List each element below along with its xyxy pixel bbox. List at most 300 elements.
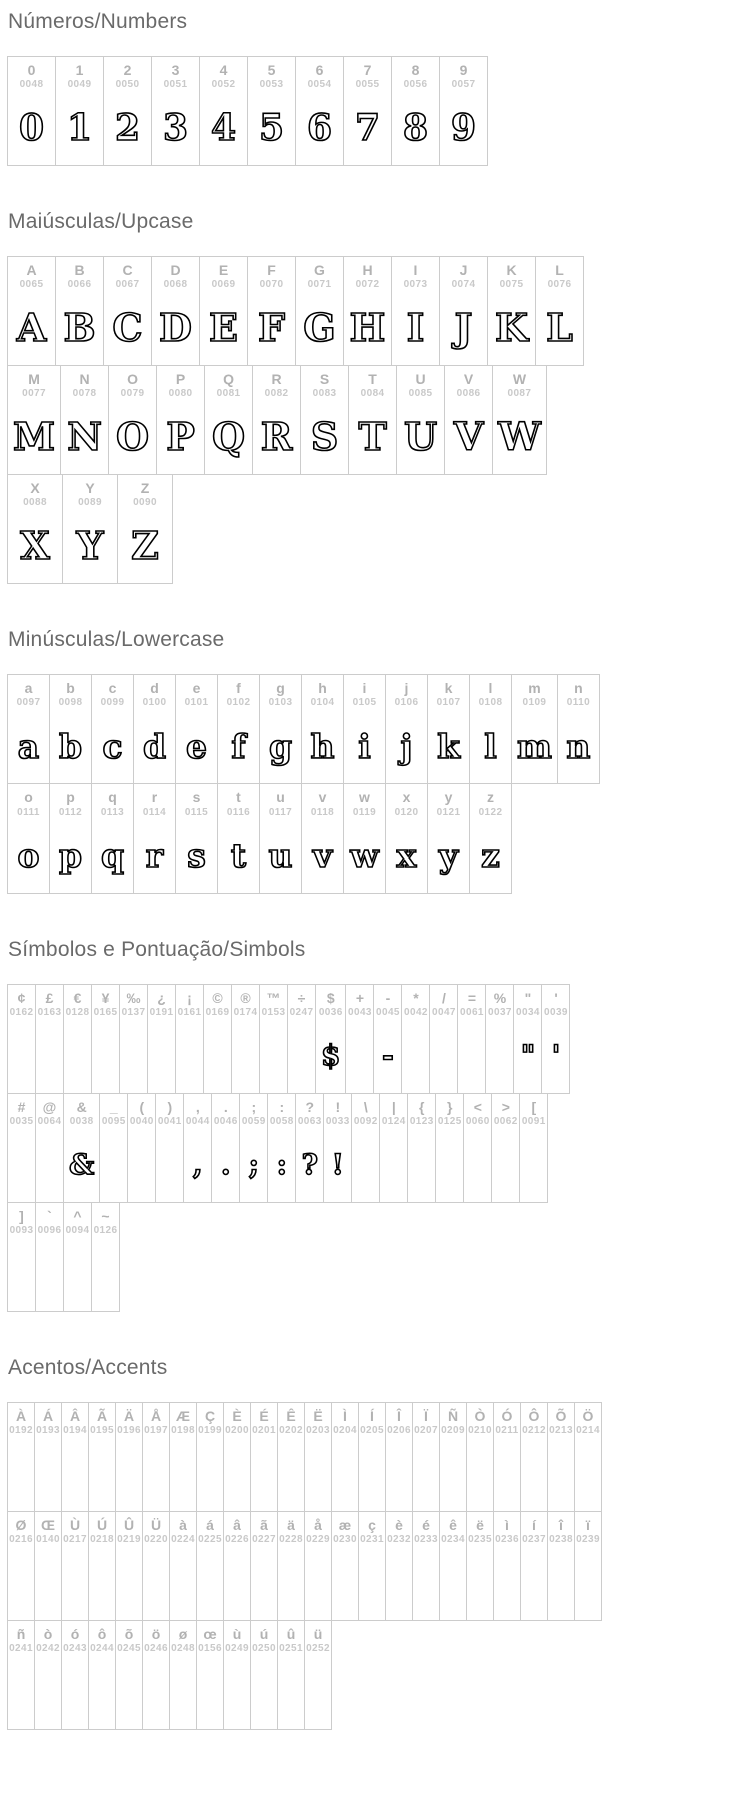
cell-glyph-area bbox=[413, 1437, 439, 1511]
cell-code-label: 0198 bbox=[171, 1424, 195, 1436]
section-title-upcase: Maiúsculas/Upcase bbox=[8, 210, 194, 234]
cell-char-label: Ä bbox=[123, 1407, 135, 1424]
char-cell-0192 bbox=[7, 1402, 35, 1512]
cell-char-label: á bbox=[206, 1516, 214, 1533]
cell-code-label: 0065 bbox=[19, 279, 44, 291]
char-cell-0035 bbox=[7, 1093, 36, 1203]
cell-glyph-area bbox=[494, 1437, 520, 1511]
cell-char-label: 6 bbox=[315, 62, 324, 78]
cell-char-label: â bbox=[233, 1516, 241, 1533]
cell-glyph-area bbox=[512, 709, 557, 783]
cell-glyph: x bbox=[396, 836, 417, 876]
cell-glyph-area bbox=[428, 819, 469, 893]
cell-char-label: p bbox=[66, 789, 75, 806]
char-row bbox=[7, 783, 511, 893]
cell-glyph-area bbox=[349, 400, 396, 474]
cell-char-label: = bbox=[467, 989, 477, 1006]
cell-char-label: ö bbox=[151, 1626, 161, 1643]
cell-char-label: k bbox=[444, 680, 453, 697]
cell-glyph-area bbox=[440, 1546, 466, 1620]
char-cell-0212 bbox=[520, 1402, 548, 1512]
cell-code-label: 0060 bbox=[465, 1115, 490, 1127]
cell-code-label: 0051 bbox=[163, 79, 188, 91]
char-cell-0099 bbox=[91, 674, 134, 784]
cell-char-label: A bbox=[26, 262, 37, 279]
char-cell-0115 bbox=[175, 783, 218, 893]
cell-glyph-area bbox=[324, 1128, 351, 1202]
cell-glyph-area bbox=[458, 1019, 485, 1093]
cell-char-label: È bbox=[232, 1407, 242, 1424]
cell-code-label: 0228 bbox=[279, 1534, 303, 1546]
cell-code-label: 0245 bbox=[117, 1643, 141, 1655]
cell-glyph-area bbox=[430, 1019, 457, 1093]
cell-code-label: 0140 bbox=[36, 1534, 60, 1546]
char-cell-0094 bbox=[63, 1202, 92, 1312]
char-cell-0239 bbox=[574, 1511, 602, 1621]
char-cell-0229 bbox=[304, 1511, 332, 1621]
cell-code-label: 0076 bbox=[547, 279, 572, 291]
char-cell-0085 bbox=[396, 365, 445, 475]
cell-glyph: r bbox=[145, 836, 164, 876]
char-cell-0123 bbox=[407, 1093, 436, 1203]
cell-glyph-area bbox=[514, 1019, 541, 1093]
cell-code-label: 0055 bbox=[355, 79, 380, 91]
cell-char-label: ¡ bbox=[187, 989, 192, 1006]
section-lowercase bbox=[7, 628, 730, 893]
cell-char-label: g bbox=[276, 680, 285, 697]
cell-char-label: T bbox=[368, 371, 377, 388]
cell-char-label: O bbox=[127, 371, 139, 388]
cell-char-label: Ò bbox=[474, 1407, 486, 1424]
cell-code-label: 0226 bbox=[225, 1534, 249, 1546]
cell-char-label: # bbox=[17, 1098, 26, 1115]
cell-char-label: ò bbox=[43, 1626, 53, 1643]
char-row bbox=[7, 1620, 331, 1730]
cell-code-label: 0103 bbox=[268, 697, 293, 709]
cell-glyph-area bbox=[296, 291, 343, 365]
cell-glyph-area bbox=[251, 1437, 277, 1511]
cell-code-label: 0174 bbox=[233, 1006, 258, 1018]
cell-code-label: 0056 bbox=[403, 79, 428, 91]
char-cell-0233 bbox=[412, 1511, 440, 1621]
section-title-accents: Acentos/Accents bbox=[8, 1355, 168, 1379]
cell-glyph-area bbox=[445, 400, 492, 474]
cell-glyph-area bbox=[359, 1546, 385, 1620]
cell-glyph: I bbox=[406, 305, 425, 351]
cell-char-label: 1 bbox=[75, 62, 84, 78]
cell-code-label: 0125 bbox=[437, 1115, 462, 1127]
cell-char-label: ( bbox=[139, 1098, 145, 1115]
cell-char-label: ‰ bbox=[126, 989, 141, 1006]
cell-glyph-area bbox=[156, 1128, 183, 1202]
char-cell-0165 bbox=[91, 984, 120, 1094]
cell-char-label: Ñ bbox=[447, 1407, 459, 1424]
char-cell-0205 bbox=[358, 1402, 386, 1512]
cell-char-label: w bbox=[359, 789, 370, 806]
cell-char-label: £ bbox=[45, 989, 54, 1006]
cell-char-label: r bbox=[151, 789, 158, 806]
char-row bbox=[7, 256, 583, 366]
cell-code-label: 0057 bbox=[451, 79, 476, 91]
char-cell-0077 bbox=[7, 365, 61, 475]
cell-glyph-area bbox=[288, 1019, 315, 1093]
char-cell-0073 bbox=[391, 256, 440, 366]
cell-code-label: 0195 bbox=[90, 1424, 114, 1436]
char-row bbox=[7, 474, 172, 584]
char-cell-0112 bbox=[49, 783, 92, 893]
cell-char-label: ? bbox=[305, 1098, 315, 1115]
cell-glyph: R bbox=[260, 414, 293, 460]
cell-char-label: © bbox=[212, 989, 223, 1006]
cell-char-label: h bbox=[318, 680, 327, 697]
char-cell-0080 bbox=[156, 365, 205, 475]
cell-glyph-area bbox=[56, 91, 103, 165]
cell-code-label: 0250 bbox=[252, 1643, 276, 1655]
cell-char-label: D bbox=[170, 262, 181, 279]
cell-glyph-area bbox=[392, 91, 439, 165]
cell-glyph-area bbox=[176, 709, 217, 783]
char-cell-0040 bbox=[127, 1093, 156, 1203]
cell-code-label: 0207 bbox=[414, 1424, 438, 1436]
cell-code-label: 0242 bbox=[36, 1643, 60, 1655]
cell-code-label: 0237 bbox=[522, 1534, 546, 1546]
char-cell-0083 bbox=[300, 365, 349, 475]
char-cell-0071 bbox=[295, 256, 344, 366]
cell-code-label: 0104 bbox=[310, 697, 335, 709]
cell-glyph-area bbox=[212, 1128, 239, 1202]
cell-glyph: c bbox=[102, 726, 123, 766]
cell-glyph: " bbox=[520, 1038, 536, 1072]
cell-code-label: 0074 bbox=[451, 279, 476, 291]
cell-glyph: B bbox=[63, 305, 96, 351]
cell-glyph: a bbox=[17, 726, 40, 766]
char-cell-0124 bbox=[379, 1093, 408, 1203]
cell-glyph-area bbox=[170, 1655, 196, 1729]
cell-char-label: Ù bbox=[69, 1516, 81, 1533]
cell-char-label: Q bbox=[223, 371, 235, 388]
cell-glyph-area bbox=[344, 709, 385, 783]
cell-glyph-area bbox=[100, 1128, 127, 1202]
char-cell-0038 bbox=[63, 1093, 100, 1203]
cell-glyph: U bbox=[404, 414, 438, 460]
cell-char-label: ] bbox=[19, 1207, 24, 1224]
cell-glyph-area bbox=[440, 291, 487, 365]
cell-code-label: 0089 bbox=[78, 497, 102, 509]
cell-glyph: L bbox=[546, 305, 573, 351]
cell-char-label: Ï bbox=[424, 1407, 428, 1424]
cell-glyph-area bbox=[218, 709, 259, 783]
cell-char-label: $ bbox=[326, 989, 335, 1006]
cell-glyph: . bbox=[220, 1147, 231, 1181]
char-cell-0100 bbox=[133, 674, 176, 784]
cell-code-label: 0165 bbox=[93, 1006, 118, 1018]
cell-glyph: E bbox=[209, 305, 238, 351]
cell-code-label: 0225 bbox=[198, 1534, 222, 1546]
cell-glyph: u bbox=[268, 836, 293, 876]
char-cell-0043 bbox=[345, 984, 374, 1094]
cell-char-label: & bbox=[76, 1098, 87, 1115]
cell-glyph-area bbox=[344, 291, 391, 365]
cell-glyph-area bbox=[143, 1655, 169, 1729]
cell-glyph-area bbox=[104, 91, 151, 165]
char-row bbox=[7, 1402, 601, 1512]
cell-code-label: 0231 bbox=[360, 1534, 384, 1546]
char-row bbox=[7, 365, 546, 475]
cell-glyph-area bbox=[260, 1019, 287, 1093]
cell-glyph-area bbox=[89, 1546, 115, 1620]
cell-code-label: 0169 bbox=[205, 1006, 230, 1018]
cell-glyph-area bbox=[152, 291, 199, 365]
cell-code-label: 0128 bbox=[65, 1006, 90, 1018]
cell-glyph: ' bbox=[551, 1038, 561, 1072]
cell-glyph: M bbox=[13, 414, 56, 460]
cell-glyph: 3 bbox=[162, 107, 189, 150]
cell-glyph-area bbox=[413, 1546, 439, 1620]
cell-code-label: 0059 bbox=[241, 1115, 266, 1127]
cell-glyph: $ bbox=[321, 1038, 341, 1072]
char-cell-0231 bbox=[358, 1511, 386, 1621]
cell-code-label: 0048 bbox=[19, 79, 44, 91]
cell-code-label: 0236 bbox=[495, 1534, 519, 1546]
cell-glyph-area bbox=[104, 291, 151, 365]
cell-code-label: 0239 bbox=[576, 1534, 600, 1546]
cell-glyph-area bbox=[352, 1128, 379, 1202]
cell-char-label: N bbox=[79, 371, 90, 388]
cell-char-label: ã bbox=[260, 1516, 268, 1533]
cell-glyph-area bbox=[436, 1128, 463, 1202]
cell-glyph-area bbox=[253, 400, 300, 474]
cell-glyph-area bbox=[380, 1128, 407, 1202]
char-cell-0206 bbox=[385, 1402, 413, 1512]
cell-code-label: 0102 bbox=[226, 697, 251, 709]
cell-code-label: 0094 bbox=[65, 1224, 90, 1236]
cell-glyph-area bbox=[488, 291, 535, 365]
cell-code-label: 0081 bbox=[216, 388, 241, 400]
cell-code-label: 0063 bbox=[297, 1115, 322, 1127]
cell-glyph: y bbox=[438, 836, 459, 876]
char-cell-0161 bbox=[175, 984, 204, 1094]
cell-glyph-area bbox=[440, 91, 487, 165]
char-cell-0250 bbox=[250, 1620, 278, 1730]
cell-glyph: b bbox=[58, 726, 83, 766]
char-table-upcase bbox=[7, 256, 583, 584]
cell-glyph: T bbox=[358, 414, 387, 460]
cell-char-label: Ì bbox=[343, 1407, 347, 1424]
cell-char-label: L bbox=[555, 262, 564, 279]
cell-glyph-area bbox=[184, 1128, 211, 1202]
cell-glyph-area bbox=[35, 1546, 61, 1620]
char-cell-0072 bbox=[343, 256, 392, 366]
cell-char-label: B bbox=[74, 262, 85, 279]
cell-glyph: K bbox=[494, 305, 529, 351]
cell-char-label: 9 bbox=[459, 62, 468, 78]
cell-char-label: n bbox=[574, 680, 583, 697]
cell-glyph-area bbox=[240, 1128, 267, 1202]
char-cell-0065 bbox=[7, 256, 56, 366]
cell-code-label: 0098 bbox=[58, 697, 83, 709]
cell-glyph-area bbox=[176, 819, 217, 893]
cell-glyph: X bbox=[20, 523, 50, 569]
cell-char-label: } bbox=[447, 1098, 453, 1115]
cell-glyph-area bbox=[386, 819, 427, 893]
cell-code-label: 0204 bbox=[333, 1424, 357, 1436]
cell-code-label: 0191 bbox=[149, 1006, 174, 1018]
cell-glyph-area bbox=[92, 709, 133, 783]
cell-char-label: < bbox=[473, 1098, 482, 1115]
cell-char-label: 2 bbox=[123, 62, 132, 78]
cell-glyph-area bbox=[575, 1546, 601, 1620]
cell-code-label: 0230 bbox=[333, 1534, 357, 1546]
cell-code-label: 0224 bbox=[171, 1534, 195, 1546]
char-table-lowercase bbox=[7, 674, 599, 893]
char-cell-0047 bbox=[429, 984, 458, 1094]
char-row bbox=[7, 1093, 547, 1203]
cell-char-label: Ç bbox=[204, 1407, 216, 1424]
cell-glyph-area bbox=[134, 819, 175, 893]
cell-char-label: + bbox=[355, 989, 365, 1006]
cell-code-label: 0199 bbox=[198, 1424, 222, 1436]
cell-glyph: ; bbox=[248, 1147, 259, 1181]
cell-code-label: 0092 bbox=[353, 1115, 378, 1127]
cell-glyph-area bbox=[521, 1546, 547, 1620]
cell-glyph-area bbox=[50, 819, 91, 893]
cell-code-label: 0227 bbox=[252, 1534, 276, 1546]
cell-code-label: 0235 bbox=[468, 1534, 492, 1546]
cell-char-label: l bbox=[488, 680, 493, 697]
cell-glyph-area bbox=[296, 1128, 323, 1202]
cell-code-label: 0077 bbox=[22, 388, 46, 400]
cell-code-label: 0097 bbox=[16, 697, 41, 709]
cell-char-label: Z bbox=[140, 480, 150, 497]
char-cell-0140 bbox=[34, 1511, 62, 1621]
cell-glyph: V bbox=[453, 414, 484, 460]
cell-code-label: 0192 bbox=[9, 1424, 33, 1436]
cell-char-label: Õ bbox=[555, 1407, 567, 1424]
cell-glyph-area bbox=[344, 819, 385, 893]
char-cell-0054 bbox=[295, 56, 344, 166]
cell-glyph-area bbox=[232, 1019, 259, 1093]
cell-char-label: Æ bbox=[176, 1407, 190, 1424]
char-cell-0245 bbox=[115, 1620, 143, 1730]
cell-char-label: ™ bbox=[266, 989, 281, 1006]
char-cell-0236 bbox=[493, 1511, 521, 1621]
cell-glyph: & bbox=[69, 1147, 95, 1181]
cell-char-label: U bbox=[415, 371, 426, 388]
cell-char-label: 7 bbox=[363, 62, 372, 78]
cell-code-label: 0234 bbox=[441, 1534, 465, 1546]
char-cell-0092 bbox=[351, 1093, 380, 1203]
cell-code-label: 0080 bbox=[168, 388, 193, 400]
char-cell-0202 bbox=[277, 1402, 305, 1512]
char-cell-0074 bbox=[439, 256, 488, 366]
cell-code-label: 0058 bbox=[269, 1115, 294, 1127]
cell-char-label: 8 bbox=[411, 62, 420, 78]
cell-code-label: 0232 bbox=[387, 1534, 411, 1546]
cell-code-label: 0091 bbox=[521, 1115, 546, 1127]
section-title-lowercase: Minúsculas/Lowercase bbox=[8, 628, 225, 652]
cell-char-label: . bbox=[223, 1098, 228, 1115]
char-cell-0230 bbox=[331, 1511, 359, 1621]
cell-code-label: 0070 bbox=[259, 279, 284, 291]
char-cell-0088 bbox=[7, 474, 63, 584]
cell-code-label: 0205 bbox=[360, 1424, 384, 1436]
cell-glyph-area bbox=[470, 819, 511, 893]
cell-glyph-area bbox=[224, 1655, 250, 1729]
cell-code-label: 0249 bbox=[225, 1643, 249, 1655]
cell-char-label: ¿ bbox=[157, 989, 166, 1006]
cell-code-label: 0085 bbox=[408, 388, 433, 400]
cell-char-label: G bbox=[314, 262, 325, 279]
cell-char-label: o bbox=[24, 789, 33, 806]
char-cell-0244 bbox=[88, 1620, 116, 1730]
cell-glyph: e bbox=[186, 726, 207, 766]
cell-code-label: 0037 bbox=[488, 1006, 512, 1018]
cell-glyph: t bbox=[230, 836, 247, 876]
cell-glyph: 8 bbox=[402, 107, 429, 150]
cell-glyph-area bbox=[397, 400, 444, 474]
cell-glyph-area bbox=[260, 709, 301, 783]
char-cell-0128 bbox=[63, 984, 92, 1094]
char-cell-0039 bbox=[541, 984, 570, 1094]
char-cell-0225 bbox=[196, 1511, 224, 1621]
cell-glyph-area bbox=[200, 291, 247, 365]
cell-code-label: 0079 bbox=[120, 388, 145, 400]
cell-char-label: Ã bbox=[96, 1407, 108, 1424]
cell-glyph-area bbox=[218, 819, 259, 893]
cell-glyph-area bbox=[200, 91, 247, 165]
cell-code-label: 0244 bbox=[90, 1643, 114, 1655]
cell-code-label: 0082 bbox=[264, 388, 289, 400]
char-table-accents bbox=[7, 1402, 601, 1730]
cell-glyph-area bbox=[542, 1019, 569, 1093]
cell-char-label: è bbox=[395, 1516, 403, 1533]
cell-glyph-area bbox=[36, 1128, 63, 1202]
char-cell-0037 bbox=[485, 984, 514, 1094]
char-cell-0075 bbox=[487, 256, 536, 366]
char-cell-0228 bbox=[277, 1511, 305, 1621]
char-cell-0091 bbox=[519, 1093, 548, 1203]
cell-code-label: 0047 bbox=[432, 1006, 456, 1018]
cell-code-label: 0087 bbox=[507, 388, 532, 400]
char-cell-0093 bbox=[7, 1202, 36, 1312]
char-cell-0097 bbox=[7, 674, 50, 784]
char-cell-0060 bbox=[463, 1093, 492, 1203]
cell-char-label: * bbox=[413, 989, 419, 1006]
section-symbols bbox=[7, 938, 730, 1312]
section-upcase bbox=[7, 210, 730, 584]
cell-glyph: ! bbox=[331, 1147, 344, 1181]
cell-glyph-area bbox=[170, 1546, 196, 1620]
cell-glyph: g bbox=[268, 726, 293, 766]
char-cell-0105 bbox=[343, 674, 386, 784]
cell-char-label: / bbox=[442, 989, 446, 1006]
char-cell-0066 bbox=[55, 256, 104, 366]
cell-glyph-area bbox=[50, 709, 91, 783]
cell-char-label: ñ bbox=[16, 1626, 26, 1643]
cell-code-label: 0088 bbox=[23, 497, 47, 509]
cell-glyph: Y bbox=[76, 523, 104, 569]
cell-code-label: 0193 bbox=[36, 1424, 60, 1436]
cell-char-label: > bbox=[501, 1098, 510, 1115]
cell-code-label: 0095 bbox=[101, 1115, 126, 1127]
cell-char-label: ë bbox=[476, 1516, 484, 1533]
cell-char-label: ä bbox=[287, 1516, 295, 1533]
cell-char-label: ç bbox=[368, 1516, 376, 1533]
cell-code-label: 0197 bbox=[144, 1424, 168, 1436]
cell-glyph-area bbox=[62, 1437, 88, 1511]
cell-code-label: 0112 bbox=[58, 806, 83, 818]
cell-code-label: 0121 bbox=[436, 806, 461, 818]
